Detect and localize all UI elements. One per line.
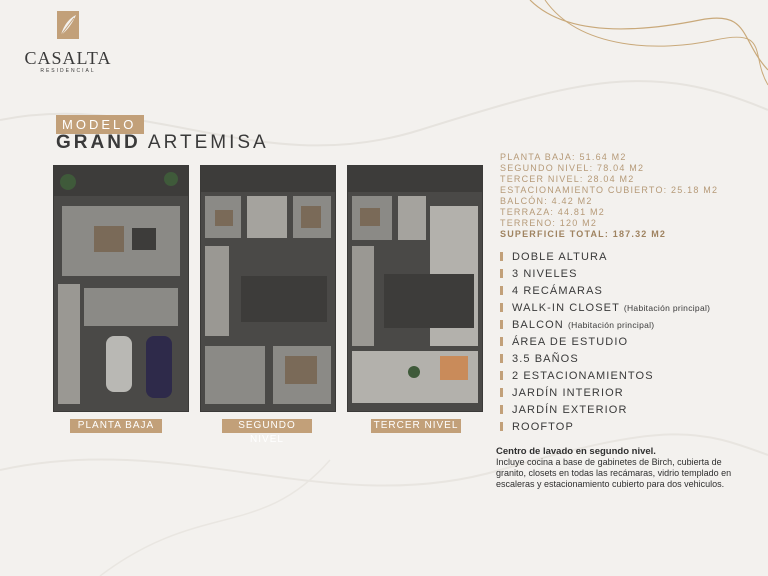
bullet-bar-icon	[500, 388, 503, 397]
list-item	[500, 402, 710, 419]
feature-label: JARDÍN EXTERIOR	[512, 404, 628, 416]
bullet-bar-icon	[500, 405, 503, 414]
floor-plan-tercer-nivel	[347, 165, 483, 412]
area-specs	[500, 152, 718, 240]
description	[496, 446, 736, 490]
feature-label: DOBLE ALTURA	[512, 251, 608, 263]
spec-line: TERRENO: 120 M2	[500, 218, 598, 228]
spec-line: SEGUNDO NIVEL: 78.04 M2	[500, 163, 645, 173]
list-item	[500, 351, 710, 368]
feature-label: JARDÍN INTERIOR	[512, 387, 624, 399]
feature-note: (Habitación principal)	[623, 303, 711, 313]
spec-line: PLANTA BAJA: 51.64 M2	[500, 152, 627, 162]
brand-subtitle: RESIDENCIAL	[40, 68, 96, 74]
description-body: Incluye cocina a base de gabinetes de Birch, cubierta de granito, closets en todas las recámaras, vidrio templado en escaleras y estacionamiento cubierto para dos vehiculos.	[496, 457, 732, 489]
feature-label: 3.5 BAÑOS	[512, 353, 579, 365]
list-item	[500, 334, 710, 351]
model-name-regular: ARTEMISA	[147, 132, 269, 153]
list-item	[500, 317, 710, 334]
feature-list	[500, 249, 710, 436]
list-item	[500, 266, 710, 283]
spec-line: BALCÓN: 4.42 M2	[500, 196, 593, 206]
bullet-bar-icon	[500, 422, 503, 431]
feature-label: ROOFTOP	[512, 421, 574, 433]
spec-line: TERCER NIVEL: 28.04 M2	[500, 174, 635, 184]
bullet-bar-icon	[500, 371, 503, 380]
brand-logo	[22, 10, 114, 74]
bullet-bar-icon	[500, 320, 503, 329]
bullet-bar-icon	[500, 286, 503, 295]
bullet-bar-icon	[500, 269, 503, 278]
feature-label: 4 RECÁMARAS	[512, 285, 603, 297]
bullet-bar-icon	[500, 354, 503, 363]
list-item	[500, 283, 710, 300]
floor-plan-planta-baja	[53, 165, 189, 412]
floor-plan-segundo-nivel	[200, 165, 336, 412]
bullet-bar-icon	[500, 303, 503, 312]
feature-label: BALCON	[512, 319, 564, 331]
list-item	[500, 249, 710, 266]
total-area: SUPERFICIE TOTAL: 187.32 M2	[500, 229, 667, 239]
feature-label: 3 NIVELES	[512, 268, 578, 280]
model-name-bold: GRAND	[56, 132, 141, 153]
brand-name: CASALTA	[24, 48, 112, 68]
plan-label-segundo-nivel: SEGUNDO NIVEL	[222, 419, 312, 433]
feature-label: WALK-IN CLOSET	[512, 302, 620, 314]
model-title	[56, 132, 269, 154]
plan-label-tercer-nivel: TERCER NIVEL	[371, 419, 461, 433]
leaf-logo-icon	[56, 10, 80, 40]
plan-label-planta-baja: PLANTA BAJA	[70, 419, 162, 433]
list-item	[500, 368, 710, 385]
description-heading: Centro de lavado en segundo nivel.	[496, 446, 656, 457]
feature-label: ÁREA DE ESTUDIO	[512, 336, 629, 348]
spec-line: TERRAZA: 44.81 M2	[500, 207, 605, 217]
feature-label: 2 ESTACIONAMIENTOS	[512, 370, 654, 382]
spec-line: ESTACIONAMIENTO CUBIERTO: 25.18 M2	[500, 185, 719, 195]
list-item	[500, 385, 710, 402]
list-item	[500, 300, 710, 317]
model-tag: MODELO	[56, 115, 144, 134]
bullet-bar-icon	[500, 252, 503, 261]
bullet-bar-icon	[500, 337, 503, 346]
feature-note: (Habitación principal)	[568, 320, 655, 330]
list-item	[500, 419, 710, 436]
